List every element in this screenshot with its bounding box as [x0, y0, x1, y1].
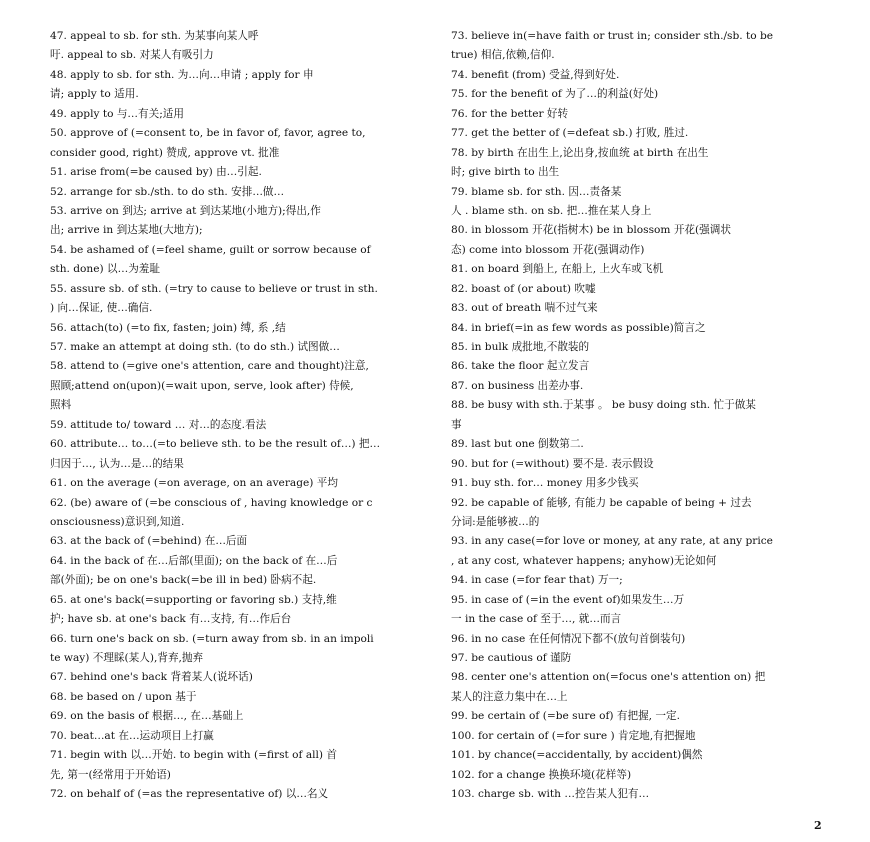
text-line: ) 向…保证, 使…确信.: [50, 302, 153, 315]
text-line: 76. for the better 好转: [451, 107, 569, 120]
text-line: 53. arrive on 到达; arrive at 到达某地(小地方);得出,作: [50, 204, 321, 217]
text-line: 90. but for (=without) 要不是. 表示假设: [451, 457, 654, 470]
text-line: 照料: [50, 399, 72, 412]
text-line: 64. in the back of 在…后部(里面); on the back of 在…后: [50, 554, 338, 567]
text-line: 55. assure sb. of sth. (=try to cause to believe or trust in sth.: [50, 282, 378, 295]
text-line: te way) 不理睬(某人),背弃,抛弃: [50, 652, 204, 664]
text-line: true) 相信,依赖,信仰.: [451, 49, 555, 62]
text-line: 一 in the case of 至于…, 就…而言: [451, 613, 622, 626]
text-line: 92. be capable of 能够, 有能力 be capable of being + 过去: [451, 496, 752, 509]
text-line: 出; arrive in 到达某地(大地方);: [50, 224, 203, 237]
text-line: 98. center one's attention on(=focus one's attention on) 把: [451, 671, 766, 684]
text-line: 68. be based on / upon 基于: [50, 690, 197, 703]
text-line: 103. charge sb. with …控告某人犯有…: [451, 788, 650, 801]
text-line: 52. arrange for sb./sth. to do sth. 安排…做…: [50, 185, 285, 198]
text-line: 60. attribute… to…(=to believe sth. to be the result of…) 把…: [50, 438, 381, 451]
text-line: 48. apply to sb. for sth. 为…向…申请 ; apply for 申: [50, 68, 314, 81]
text-line: 时; give birth to 出生: [451, 166, 560, 179]
text-line: 50. approve of (=consent to, be in favor of, favor, agree to,: [50, 127, 366, 140]
text-line: 事: [451, 418, 462, 431]
text-line: 83. out of breath 喘不过气来: [451, 302, 598, 315]
text-line: 先, 第一(经常用于开始语): [50, 768, 171, 781]
text-line: consider good, right) 赞成, approve vt. 批准: [50, 146, 280, 159]
text-line: 97. be cautious of 谨防: [451, 652, 572, 664]
text-line: 56. attach(to) (=to fix, fasten; join) 缚, 系 ,结: [50, 321, 286, 334]
text-line: 74. benefit (from) 受益,得到好处.: [451, 68, 620, 81]
text-line: 47. appeal to sb. for sth. 为某事向某人呼: [50, 30, 259, 42]
text-line: 吁. appeal to sb. 对某人有吸引力: [50, 49, 214, 62]
text-line: 84. in brief(=in as few words as possible)简言之: [451, 321, 706, 334]
text-line: 89. last but one 倒数第二.: [451, 438, 584, 451]
text-line: 101. by chance(=accidentally, by accident)偶然: [451, 749, 703, 762]
text-line: 63. at the back of (=behind) 在…后面: [50, 535, 248, 548]
text-line: 人 . blame sth. on sb. 把…推在某人身上: [451, 204, 652, 217]
right-column: [451, 27, 821, 805]
text-line: 54. be ashamed of (=feel shame, guilt or sorrow because of: [50, 243, 371, 256]
text-line: 75. for the benefit of 为了…的利益(好处): [451, 88, 659, 101]
text-line: 归因于…, 认为…是…的结果: [50, 457, 184, 470]
text-line: 59. attitude to/ toward … 对…的态度.看法: [50, 418, 267, 431]
text-line: 79. blame sb. for sth. 因…责备某: [451, 185, 622, 198]
text-line: 82. boast of (or about) 吹嘘: [451, 282, 596, 295]
text-line: 88. be busy with sth.于某事 。 be busy doing sth. 忙于做某: [451, 399, 756, 412]
text-line: 86. take the floor 起立发言: [451, 360, 590, 373]
text-line: 照顾;attend on(upon)(=wait upon, serve, look after) 侍候,: [50, 379, 354, 392]
text-line: 87. on business 出差办事.: [451, 379, 584, 392]
text-line: 77. get the better of (=defeat sb.) 打败, 胜过.: [451, 127, 689, 140]
text-line: 某人的注意力集中在…上: [451, 690, 568, 703]
text-line: 请; apply to 适用.: [50, 88, 139, 101]
text-line: 51. arise from(=be caused by) 由…引起.: [50, 166, 262, 179]
text-line: 93. in any case(=for love or money, at any rate, at any price: [451, 535, 773, 548]
text-line: 95. in case of (=in the event of)如果发生…万: [451, 593, 685, 606]
text-line: 102. for a change 换换环境(花样等): [451, 768, 632, 781]
text-line: 58. attend to (=give one's attention, care and thought)注意,: [50, 360, 369, 373]
text-line: 100. for certain of (=for sure ) 肯定地,有把握地: [451, 729, 696, 742]
text-line: 99. be certain of (=be sure of) 有把握, 一定.: [451, 710, 680, 723]
text-line: 57. make an attempt at doing sth. (to do sth.) 试图做…: [50, 341, 340, 353]
text-line: 65. at one's back(=supporting or favoring sb.) 支持,维: [50, 593, 337, 606]
text-line: 85. in bulk 成批地,不散装的: [451, 341, 590, 353]
text-line: 护; have sb. at one's back 有…支持, 有…作后台: [50, 613, 292, 626]
text-line: 部(外面); be on one's back(=be ill in bed) 卧病不起.: [50, 574, 317, 587]
text-line: 分词:是能够被…的: [451, 515, 540, 528]
text-line: onsciousness)意识到,知道.: [50, 515, 185, 528]
text-line: 69. on the basis of 根据…, 在…基础上: [50, 710, 244, 723]
text-line: 91. buy sth. for… money 用多少钱买: [451, 477, 639, 490]
text-line: 66. turn one's back on sb. (=turn away from sb. in an impoli: [50, 632, 374, 645]
text-line: 94. in case (=for fear that) 万一;: [451, 574, 623, 587]
text-line: 80. in blossom 开花(指树木) be in blossom 开花(强调状: [451, 224, 731, 237]
text-line: 73. believe in(=have faith or trust in; consider sth./sb. to be: [451, 30, 774, 42]
text-line: 70. beat…at 在…运动项目上打赢: [50, 729, 214, 742]
text-line: , at any cost, whatever happens; anyhow)无论如何: [451, 554, 717, 567]
text-line: 49. apply to 与…有关;适用: [50, 107, 184, 120]
text-line: 61. on the average (=on average, on an average) 平均: [50, 477, 338, 490]
text-line: 71. begin with 以…开始. to begin with (=first of all) 首: [50, 749, 338, 762]
page-number: 2: [814, 819, 822, 832]
text-line: 81. on board 到船上, 在船上, 上火车或飞机: [451, 263, 664, 276]
text-line: 67. behind one's back 背着某人(说坏话): [50, 671, 253, 684]
left-column: [50, 27, 412, 805]
text-line: 72. on behalf of (=as the representative of) 以…名义: [50, 788, 329, 801]
text-line: sth. done) 以…为羞耻: [50, 263, 160, 276]
text-line: 78. by birth 在出生上,论出身,按血统 at birth 在出生: [451, 146, 709, 159]
text-line: 态) come into blossom 开花(强调动作): [451, 243, 645, 256]
text-line: 96. in no case 在任何情况下都不(放句首倒装句): [451, 632, 686, 645]
text-line: 62. (be) aware of (=be conscious of , having knowledge or c: [50, 496, 373, 509]
